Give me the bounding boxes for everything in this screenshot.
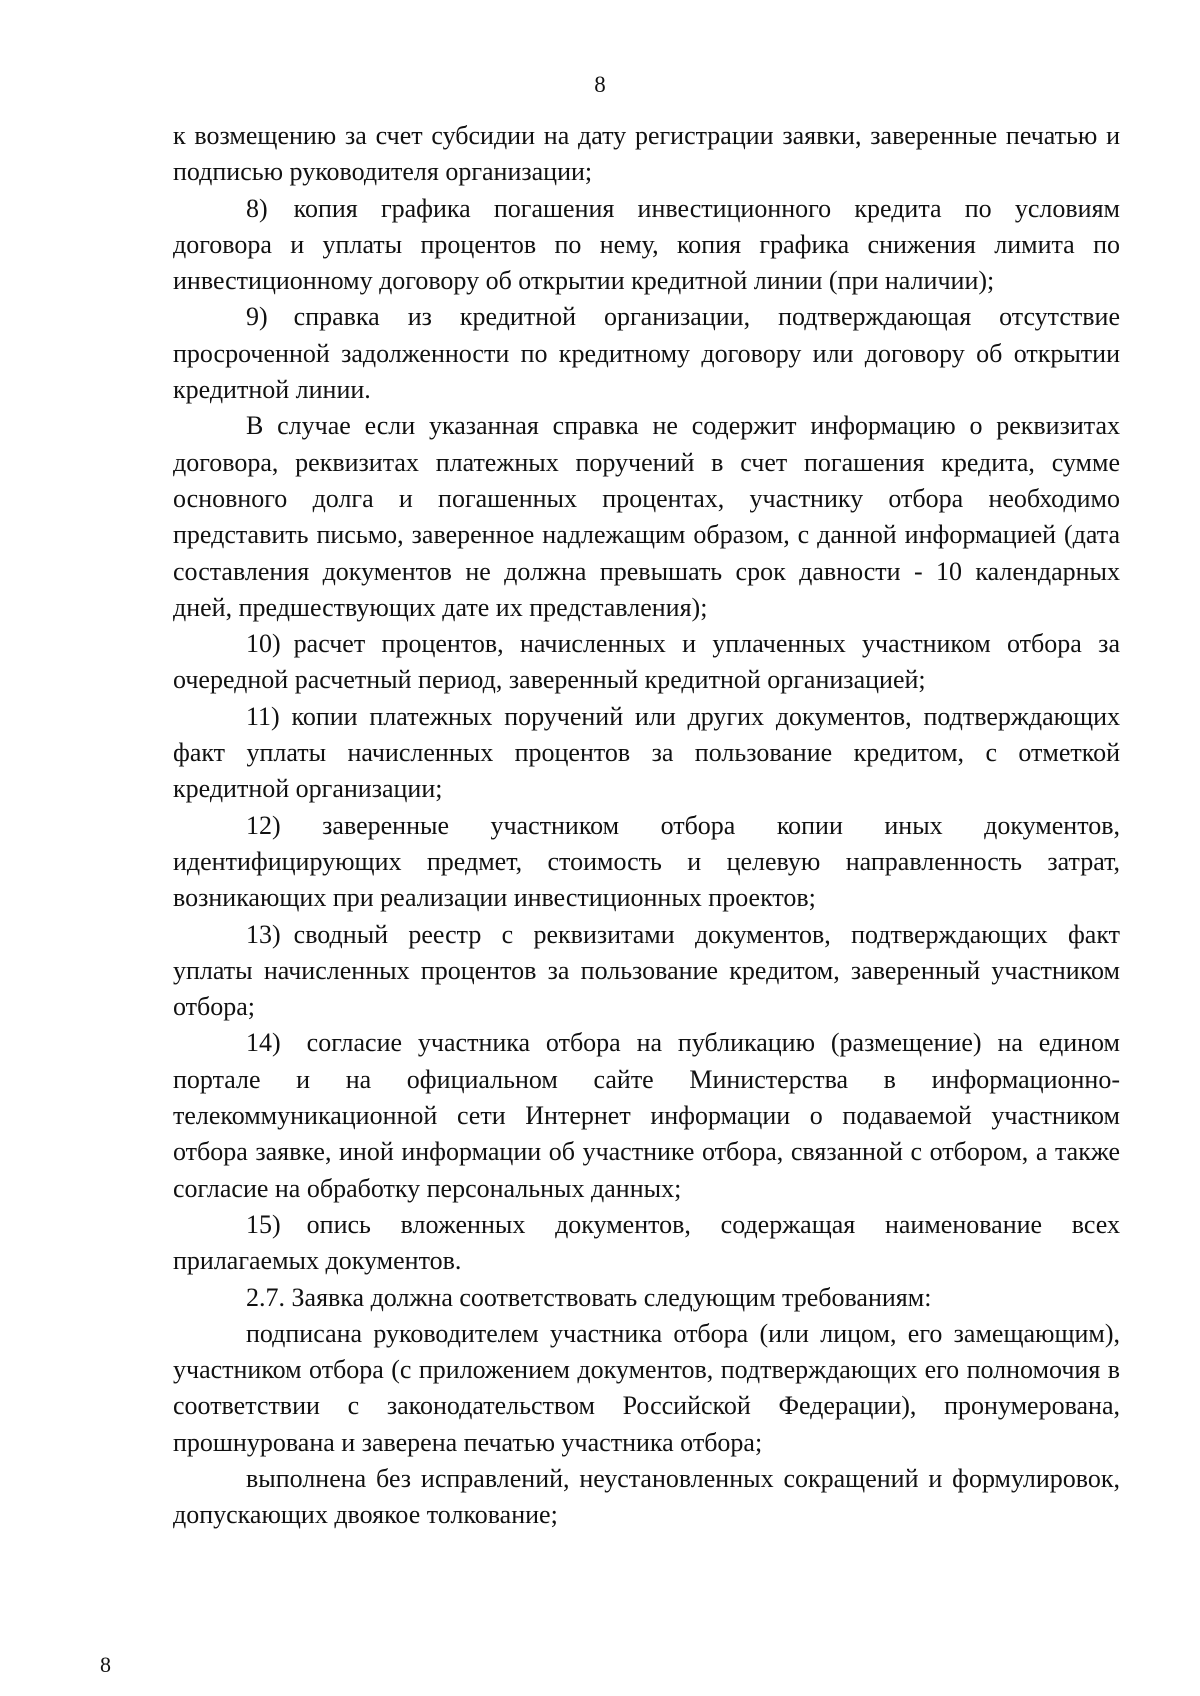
list-item-11: 11) копии платежных поручений или других документов, подтверждающих факт уплаты начисленных процентов за пользование кредитом, с отметкой кредитной организации; [173, 701, 1120, 804]
page-number: 8 [594, 72, 606, 97]
list-item-13: 13) сводный реестр с реквизитами документов, подтверждающих факт уплаты начисленных процентов за пользование кредитом, заверенный участником отбора; [173, 919, 1120, 1022]
document-body [173, 118, 1120, 1534]
paragraph-certificate-note: В случае если указанная справка не содержит информацию о реквизитах договора, реквизитах платежных поручений в счет погашения кредита, сумме основного долга и погашенных процентах, участнику отбора необходимо представить письмо, заверенное надлежащим образом, с данной информацией (дата составления документов не должна превышать срок давности - 10 календарных дней, предшествующих дате их представления); [173, 411, 1120, 622]
list-item-12: 12) заверенные участником отбора копии иных документов, идентифицирующих предмет, стоимость и целевую направленность затрат, возникающих при реализации инвестиционных проектов; [173, 810, 1120, 913]
list-item-10: 10) расчет процентов, начисленных и уплаченных участником отбора за очередной расчетный период, заверенный кредитной организацией; [173, 629, 1120, 695]
requirement-no-corrections: выполнена без исправлений, неустановленных сокращений и формулировок, допускающих двоякое толкование; [173, 1463, 1120, 1530]
requirement-signed: подписана руководителем участника отбора (или лицом, его замещающим), участником отбора (с приложением документов, подтверждающих его полномочия в соответствии с законодательством Российской Федерации), пронумерована, прошнурована и заверена печатью участника отбора; [173, 1318, 1120, 1457]
list-item-8: 8) копия графика погашения инвестиционного кредита по условиям договора и уплаты процентов по нему, копия графика снижения лимита по инвестиционному договору об открытии кредитной линии (при наличии); [173, 193, 1120, 296]
paragraph-continuation: к возмещению за счет субсидии на дату регистрации заявки, заверенные печатью и подписью руководителя организации; [173, 121, 1120, 187]
list-item-14: 14) согласие участника отбора на публикацию (размещение) на едином портале и на официальном сайте Министерства в информационно-телекоммуникационной сети Интернет информации о подаваемой участником отбора заявке, иной информации об участнике отбора, связанной с отбором, а также согласие на обработку персональных данных; [173, 1028, 1120, 1203]
list-item-9: 9) справка из кредитной организации, подтверждающая отсутствие просроченной задолженности по кредитному договору или договору об открытии кредитной линии. [173, 302, 1120, 405]
list-item-15: 15) опись вложенных документов, содержащая наименование всех прилагаемых документов. [173, 1209, 1120, 1276]
section-2-7-heading: 2.7. Заявка должна соответствовать следующим требованиям: [246, 1282, 932, 1312]
bottom-page-mark: 8 [100, 1652, 111, 1672]
